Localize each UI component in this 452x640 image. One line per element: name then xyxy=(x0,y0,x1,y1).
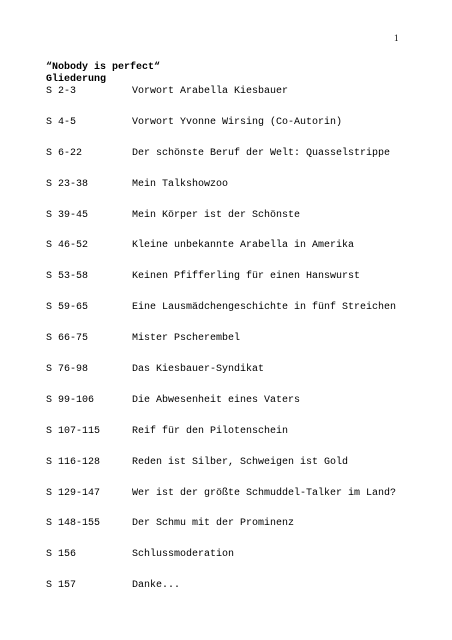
toc-entry xyxy=(46,395,406,407)
toc-page-range: S 53-58 xyxy=(46,271,89,283)
toc-chapter-title: Wer ist der größte Schmuddel-Talker im Land? xyxy=(132,487,397,499)
toc-page-range: S 23-38 xyxy=(46,178,89,190)
toc-chapter-title: Schlussmoderation xyxy=(132,549,235,561)
toc-page-range: S 46-52 xyxy=(46,240,89,252)
toc-chapter-title: Reden ist Silber, Schweigen ist Gold xyxy=(132,456,349,468)
toc-page-range: S 6-22 xyxy=(46,147,83,159)
toc-page-range: S 4-5 xyxy=(46,116,77,128)
toc-chapter-title: Vorwort Arabella Kiesbauer xyxy=(132,86,289,97)
toc-entry xyxy=(46,518,406,530)
toc-chapter-title: Das Kiesbauer-Syndikat xyxy=(132,364,265,376)
toc-chapter-title: Keinen Pfifferling für einen Hanswurst xyxy=(132,271,361,283)
toc-entry xyxy=(46,457,406,469)
toc-entry xyxy=(46,271,406,283)
toc-chapter-title: Der schönste Beruf der Welt: Quasselstrippe xyxy=(132,147,391,159)
toc-entry xyxy=(46,86,406,98)
toc-chapter-title: Eine Lausmädchengeschichte in fünf Streichen xyxy=(132,302,397,314)
toc-chapter-title: Kleine unbekannte Arabella in Amerika xyxy=(132,240,355,252)
toc-chapter-title: Die Abwesenheit eines Vaters xyxy=(132,394,301,406)
toc-entry xyxy=(46,426,406,438)
toc-chapter-title: Vorwort Yvonne Wirsing (Co-Autorin) xyxy=(132,116,343,128)
toc-page-range: S 76-98 xyxy=(46,364,89,376)
table-of-contents xyxy=(46,86,406,611)
toc-chapter-title: Der Schmu mit der Prominenz xyxy=(132,518,295,530)
toc-entry xyxy=(46,488,406,500)
toc-page-range: S 39-45 xyxy=(46,209,89,221)
toc-entry xyxy=(46,240,406,252)
book-title: “Nobody is perfect“ xyxy=(46,62,161,73)
toc-entry xyxy=(46,210,406,222)
toc-chapter-title: Mein Körper ist der Schönste xyxy=(132,209,301,221)
toc-page-range: S 107-115 xyxy=(46,425,101,437)
toc-page-range: S 66-75 xyxy=(46,333,89,345)
toc-page-range: S 156 xyxy=(46,549,77,561)
toc-entry xyxy=(46,549,406,561)
toc-entry xyxy=(46,302,406,314)
toc-page-range: S 2-3 xyxy=(46,86,77,97)
toc-page-range: S 148-155 xyxy=(46,518,101,530)
toc-page-range: S 116-128 xyxy=(46,456,101,468)
toc-page-range: S 157 xyxy=(46,580,77,592)
toc-chapter-title: Reif für den Pilotenschein xyxy=(132,425,289,437)
toc-chapter-title: Danke... xyxy=(132,580,181,592)
toc-chapter-title: Mister Pscherembel xyxy=(132,333,241,345)
toc-page-range: S 129-147 xyxy=(46,487,101,499)
toc-page-range: S 59-65 xyxy=(46,302,89,314)
outline-heading: Gliederung xyxy=(46,74,107,85)
toc-entry xyxy=(46,333,406,345)
toc-entry xyxy=(46,117,406,129)
toc-chapter-title: Mein Talkshowzoo xyxy=(132,178,229,190)
toc-page-range: S 99-106 xyxy=(46,394,95,406)
toc-entry xyxy=(46,179,406,191)
title-block xyxy=(46,62,160,86)
toc-entry xyxy=(46,580,406,592)
page-number: 1 xyxy=(394,33,399,43)
toc-entry xyxy=(46,364,406,376)
toc-entry xyxy=(46,148,406,160)
